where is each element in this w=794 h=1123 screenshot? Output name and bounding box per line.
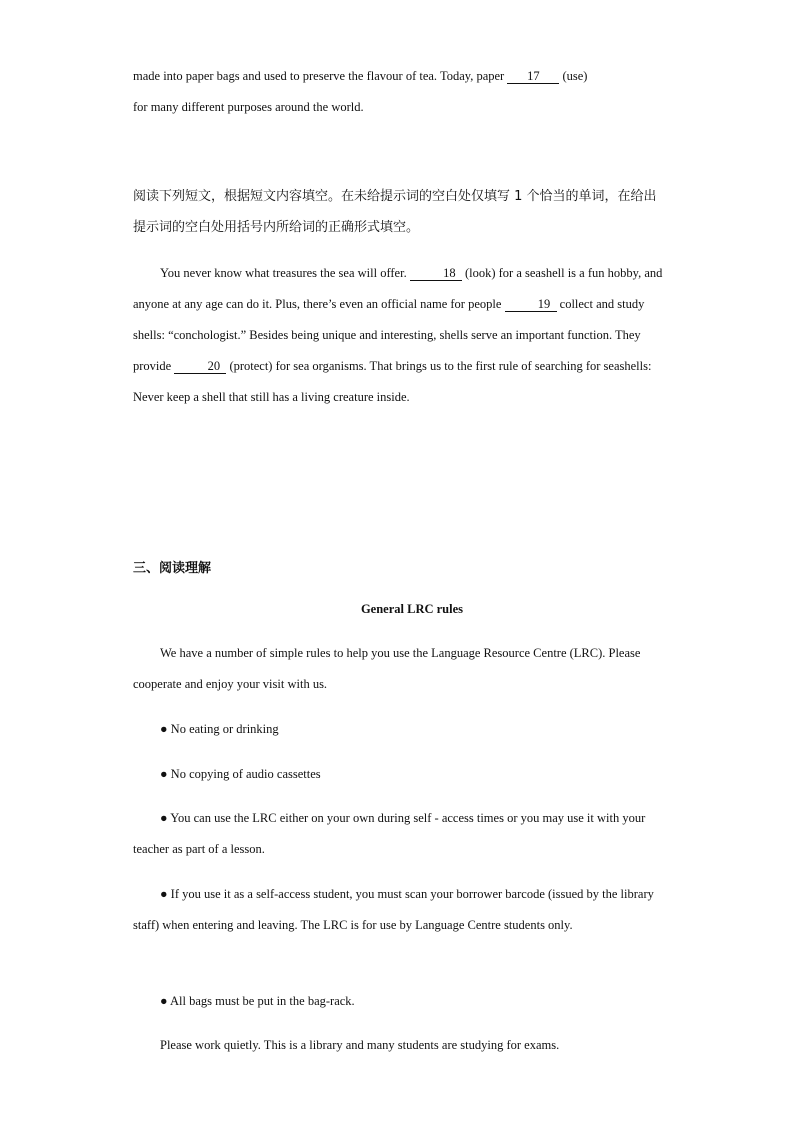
blank-18[interactable]: 18	[410, 266, 462, 281]
passage-b-part4: (protect) for sea organisms. That brings us to the first rule of searching for seashells: Never keep a shell that still has a living creature inside.	[133, 359, 652, 404]
rule-item: ● No copying of audio cassettes	[160, 767, 321, 781]
passage-b-part2: (look) for a seashell is a fun hobby, and anyone at any age can do it. Plus, there’s even an official name for people	[133, 266, 663, 311]
passage-b-text	[133, 258, 663, 413]
passage-a-text	[133, 61, 663, 123]
rule-item: ● No eating or drinking	[160, 722, 279, 736]
reading-title: General LRC rules	[360, 602, 464, 616]
rule-item: ● If you use it as a self-access student, you must scan your borrower barcode (issued by the library staff) when entering and leaving. The LRC is for use by Language Centre students only.	[133, 887, 654, 932]
passage-a-line1: made into paper bags and used to preserve the flavour of tea. Today, paper	[133, 69, 508, 83]
passage-b-part3: collect and study shells: “conchologist.” Besides being unique and interesting, shells serve an important function. They provide	[133, 297, 645, 373]
passage-a-line2: for many different purposes around the world.	[133, 100, 364, 114]
blank-20[interactable]: 20	[174, 359, 226, 374]
closing-text: Please work quietly. This is a library and many students are studying for exams.	[160, 1038, 560, 1052]
blank-19[interactable]: 19	[505, 297, 557, 312]
passage-a-hint-use: (use)	[559, 69, 588, 83]
rule-item: ● All bags must be put in the bag-rack.	[160, 994, 355, 1008]
blank-17[interactable]: 17	[507, 69, 559, 84]
section-heading: 三、阅读理解	[133, 561, 212, 576]
reading-intro: We have a number of simple rules to help you use the Language Resource Centre (LRC). Please cooperate and enjoy your visit with us.	[133, 646, 641, 691]
rule-item: ● You can use the LRC either on your own during self - access times or you may use it with your teacher as part of a lesson.	[133, 811, 646, 856]
passage-b-part1: You never know what treasures the sea will offer.	[160, 266, 410, 280]
instructions: 阅读下列短文，根据短文内容填空。在未给提示词的空白处仅填写 1 个恰当的单词，在给出提示词的空白处用括号内所给词的正确形式填空。	[133, 189, 657, 235]
